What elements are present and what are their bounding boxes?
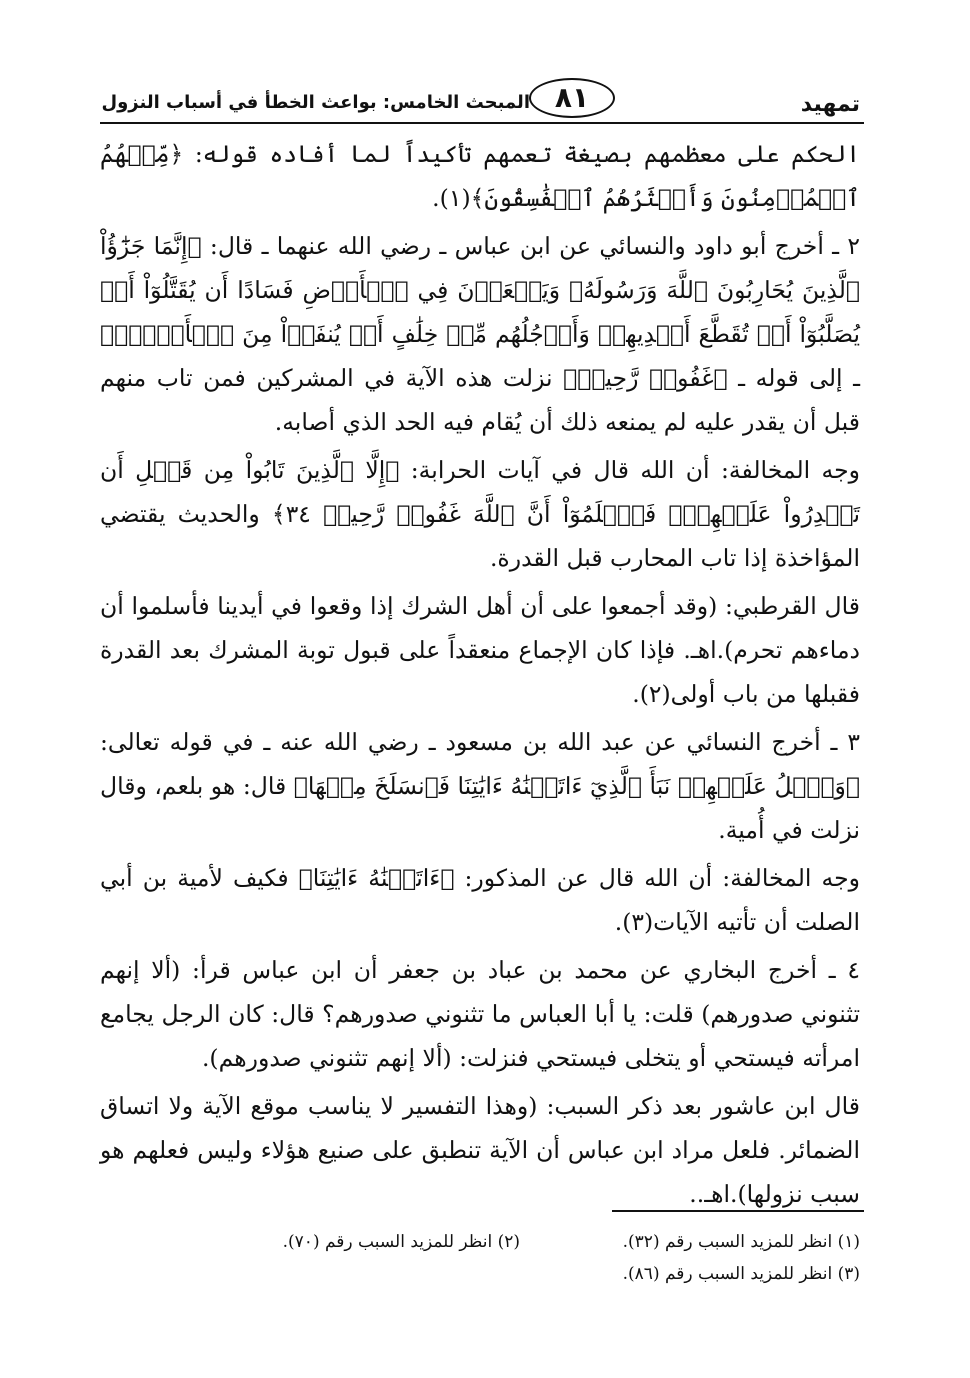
footnote: (٢) انظر للمزيد السبب رقم (٧٠).: [282, 1232, 520, 1252]
page-number: ٨١: [529, 78, 615, 118]
footnote: (١) انظر للمزيد السبب رقم (٣٢).: [622, 1232, 860, 1252]
section-title: المبحث الخامس: بواعث الخطأ في أسباب النزول: [101, 92, 530, 113]
footnote-row: [100, 1226, 860, 1258]
footnote-row: [100, 1258, 860, 1290]
page-header: [100, 78, 860, 122]
paragraph: وجه المخالفة: أن الله قال في آيات الحرابة: ﴿إِلَّا ٱلَّذِينَ تَابُواْ مِن قَبۡلِ أَن تَقۡدِرُواْ عَلَيۡهِمۡۖ فَٱعۡلَمُوٓاْ أَنَّ ٱللَّهَ غَفُورٞ رَّحِيمٞ ٣٤﴾ والحديث يقتضي المؤاخذة إذا تاب المحارب قبل القدرة.: [100, 456, 860, 572]
footnote-separator: [612, 1210, 864, 1212]
paragraph: ٣ ـ أخرج النسائي عن عبد الله بن مسعود ـ رضي الله عنه ـ في قوله تعالى: ﴿وَٱتۡلُ عَلَيۡهِمۡ نَبَأَ ٱلَّذِيٓ ءَاتَيۡنَٰهُ ءَايَٰتِنَا فَٱنسَلَخَ مِنۡهَا﴾ قال: هو بلعم، وقال نزلت في أُمية.: [100, 728, 860, 844]
header-rule: [100, 122, 864, 124]
chapter-title: تمهيد: [800, 92, 860, 117]
body-text: [100, 132, 860, 1220]
footnotes: [100, 1226, 860, 1290]
paragraph: وجه المخالفة: أن الله قال عن المذكور: ﴿ءَاتَيۡنَٰهُ ءَايَٰتِنَا﴾ فكيف لأمية بن أبي الصلت أن تأتيه الآيات(٣).: [100, 864, 860, 936]
paragraph: الحكم على معظمهم بصيغة تعمهم تأكيداً لما أفاده قوله: ﴿مِّنۡهُمُ ٱلۡمُؤۡمِنُونَ وَأَكۡثَرُهُمُ ٱلۡفَٰسِقُونَ﴾(١).: [100, 140, 860, 212]
footnote: (٣) انظر للمزيد السبب رقم (٨٦).: [622, 1264, 860, 1284]
paragraph: قال القرطبي: (وقد أجمعوا على أن أهل الشرك إذا وقعوا في أيدينا فأسلموا أن دماءهم تحرم).اهـ. فإذا كان الإجماع منعقداً على قبول توبة المشرك بعد القدرة فقبلها من باب أولى(٢).: [100, 592, 860, 708]
paragraph: ٢ ـ أخرج أبو داود والنسائي عن ابن عباس ـ رضي الله عنهما ـ قال: ﴿إِنَّمَا جَزَٰٓؤُاْ ٱلَّذِينَ يُحَارِبُونَ ٱللَّهَ وَرَسُولَهُۥ وَيَسۡعَوۡنَ فِي ٱلۡأَرۡضِ فَسَادًا أَن يُقَتَّلُوٓاْ أَوۡ يُصَلَّبُوٓاْ أَوۡ تُقَطَّعَ أَيۡدِيهِمۡ وَأَرۡجُلُهُم مِّنۡ خِلَٰفٍ أَوۡ يُنفَوۡاْ مِنَ ٱلۡأَرۡضِۚ﴾ ـ إلى قوله ـ ﴿غَفُورٞ رَّحِيمٞ﴾ نزلت هذه الآية في المشركين فمن تاب منهم قبل أن يقدر عليه لم يمنعه ذلك أن يُقام فيه الحد الذي أصابه.: [100, 232, 860, 436]
paragraph: ٤ ـ أخرج البخاري عن محمد بن عباد بن جعفر أن ابن عباس قرأ: (ألا إنهم تثنوني صدورهم) قلت: يا أبا العباس ما تثنوني صدورهم؟ قال: كان الرجل يجامع امرأته فيستحي أو يتخلى فيستحي فنزلت: (ألا إنهم تثنوني صدورهم).: [100, 956, 860, 1072]
paragraph: قال ابن عاشور بعد ذكر السبب: (وهذا التفسير لا يناسب موقع الآية ولا اتساق الضمائر. فلعل مراد ابن عباس أن الآية تنطبق على صنيع هؤلاء وليس فعلهم هو سبب نزولها).اهـ..: [100, 1092, 860, 1208]
